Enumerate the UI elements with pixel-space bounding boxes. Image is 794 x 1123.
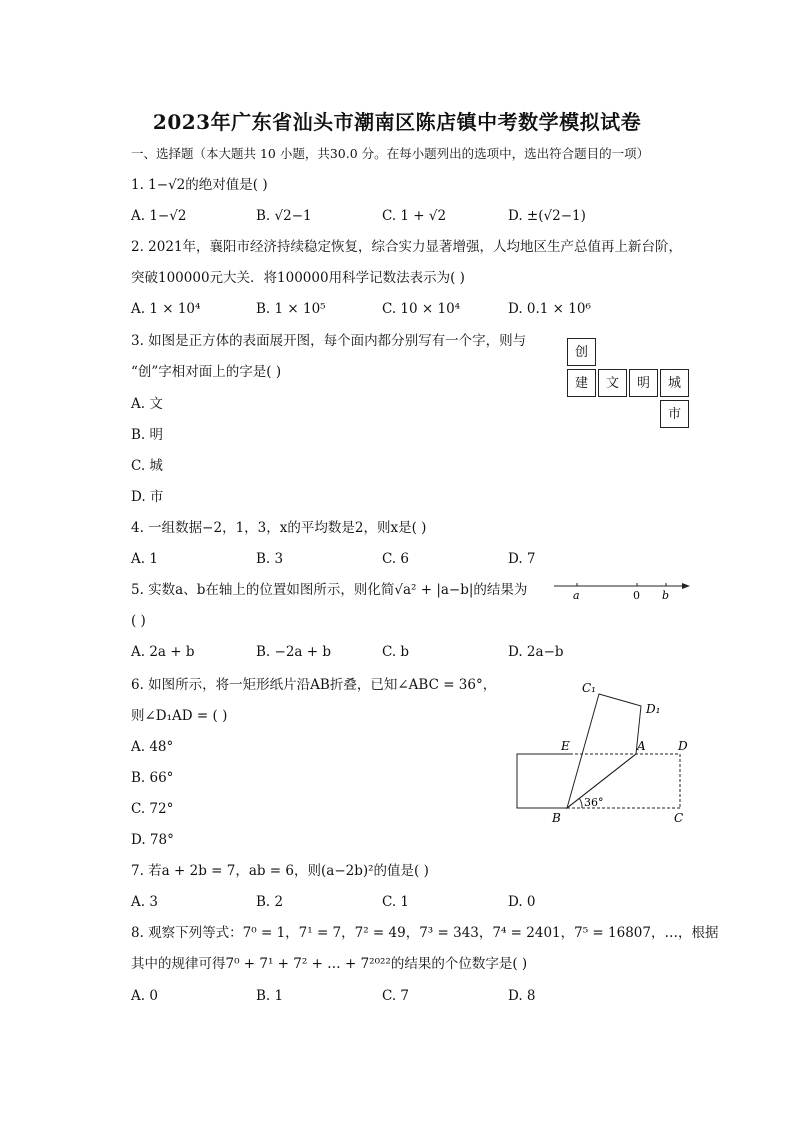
cube-face-ming: 明 (629, 369, 658, 397)
label-e: E (561, 739, 570, 753)
q1-option-b: B. √2−1 (256, 208, 312, 224)
q6-stem-line1: 6. 如图所示，将一矩形纸片沿AB折叠，已知∠ABC = 36°， (131, 677, 497, 693)
q4-stem: 4. 一组数据−2，1，3，x的平均数是2，则x是( ) (131, 520, 427, 536)
q7-option-b: B. 2 (256, 894, 284, 910)
q1-option-a: A. 1−√2 (131, 208, 187, 224)
q7-stem: 7. 若a + 2b = 7，ab = 6，则(a−2b)²的值是( ) (131, 863, 429, 879)
rect-left-edge (517, 754, 567, 808)
cube-face-shi: 市 (660, 400, 689, 428)
cube-net-figure (567, 338, 691, 430)
q6-option-a: A. 48° (131, 739, 174, 755)
q8-option-a: A. 0 (131, 988, 158, 1004)
folded-rectangle-figure (512, 676, 702, 826)
q1-stem: 1. 1−√2的绝对值是( ) (131, 177, 268, 193)
label-a: a (573, 589, 580, 602)
q8-option-b: B. 1 (256, 988, 284, 1004)
label-c: C (674, 811, 684, 825)
q7-option-d: D. 0 (508, 894, 536, 910)
number-line-figure (552, 578, 692, 604)
q7-option-a: A. 3 (131, 894, 158, 910)
cube-face-cheng: 城 (660, 369, 689, 397)
number-line-arrow (682, 583, 690, 589)
label-c1: C₁ (582, 681, 596, 695)
q2-option-b: B. 1 × 10⁵ (256, 301, 326, 317)
q3-option-a: A. 文 (131, 396, 163, 412)
q8-option-d: D. 8 (508, 988, 536, 1004)
section-heading: 一、选择题（本大题共 10 小题，共30.0 分。在每小题列出的选项中，选出符合题目的一项） (131, 146, 650, 161)
exam-title: 2023年广东省汕头市潮南区陈店镇中考数学模拟试卷 (152, 110, 642, 134)
q4-option-a: A. 1 (131, 551, 158, 567)
folded-flap (567, 694, 641, 808)
q8-stem-line1: 8. 观察下列等式：7⁰ = 1，7¹ = 7，7² = 49，7³ = 343，7⁴ = 2401，7⁵ = 16807，…，根据 (131, 925, 719, 941)
cube-face-jian: 建 (567, 369, 596, 397)
q5-option-d: D. 2a−b (508, 644, 564, 660)
q8-option-c: C. 7 (382, 988, 410, 1004)
q3-stem-line1: 3. 如图是正方体的表面展开图，每个面内都分别写有一个字，则与 (131, 333, 527, 349)
q3-option-c: C. 城 (131, 458, 163, 474)
q2-option-c: C. 10 × 10⁴ (382, 301, 461, 317)
q4-option-d: D. 7 (508, 551, 536, 567)
q5-option-b: B. −2a + b (256, 644, 331, 660)
label-zero: 0 (633, 589, 640, 602)
q3-stem-line2: “创”字相对面上的字是( ) (131, 364, 282, 380)
q6-option-b: B. 66° (131, 770, 174, 786)
q7-option-c: C. 1 (382, 894, 410, 910)
q5-stem-line1: 5. 实数a、b在轴上的位置如图所示，则化简√a² + |a−b|的结果为 (131, 582, 528, 598)
q1-option-c: C. 1 + √2 (382, 208, 447, 224)
q5-stem-line2: ( ) (131, 613, 146, 629)
q4-option-b: B. 3 (256, 551, 284, 567)
q6-option-c: C. 72° (131, 801, 174, 817)
label-b: b (662, 589, 670, 602)
q1-option-d: D. ±(√2−1) (508, 208, 586, 224)
q3-option-d: D. 市 (131, 489, 164, 505)
q2-option-a: A. 1 × 10⁴ (131, 301, 201, 317)
q3-option-b: B. 明 (131, 427, 164, 443)
q6-stem-line2: 则∠D₁AD = ( ) (131, 708, 228, 724)
q2-stem-line2: 突破100000元大关．将100000用科学记数法表示为( ) (131, 270, 465, 286)
q4-option-c: C. 6 (382, 551, 410, 567)
label-d: D (678, 739, 688, 753)
label-a-point: A (637, 739, 646, 753)
cube-face-chuang: 创 (567, 338, 596, 366)
cube-face-wen: 文 (598, 369, 627, 397)
q2-option-d: D. 0.1 × 10⁶ (508, 301, 591, 317)
q6-option-d: D. 78° (131, 832, 174, 848)
angle-arc (579, 798, 582, 808)
q5-option-c: C. b (382, 644, 410, 660)
label-b-point: B (552, 811, 561, 825)
angle-label: 36° (584, 796, 604, 809)
q2-stem-line1: 2. 2021年，襄阳市经济持续稳定恢复，综合实力显著增强，人均地区生产总值再上新台阶， (131, 239, 683, 255)
label-d1: D₁ (646, 702, 661, 716)
q8-stem-line2: 其中的规律可得7⁰ + 7¹ + 7² + … + 7²⁰²²的结果的个位数字是( ) (131, 956, 528, 972)
q5-option-a: A. 2a + b (131, 644, 195, 660)
